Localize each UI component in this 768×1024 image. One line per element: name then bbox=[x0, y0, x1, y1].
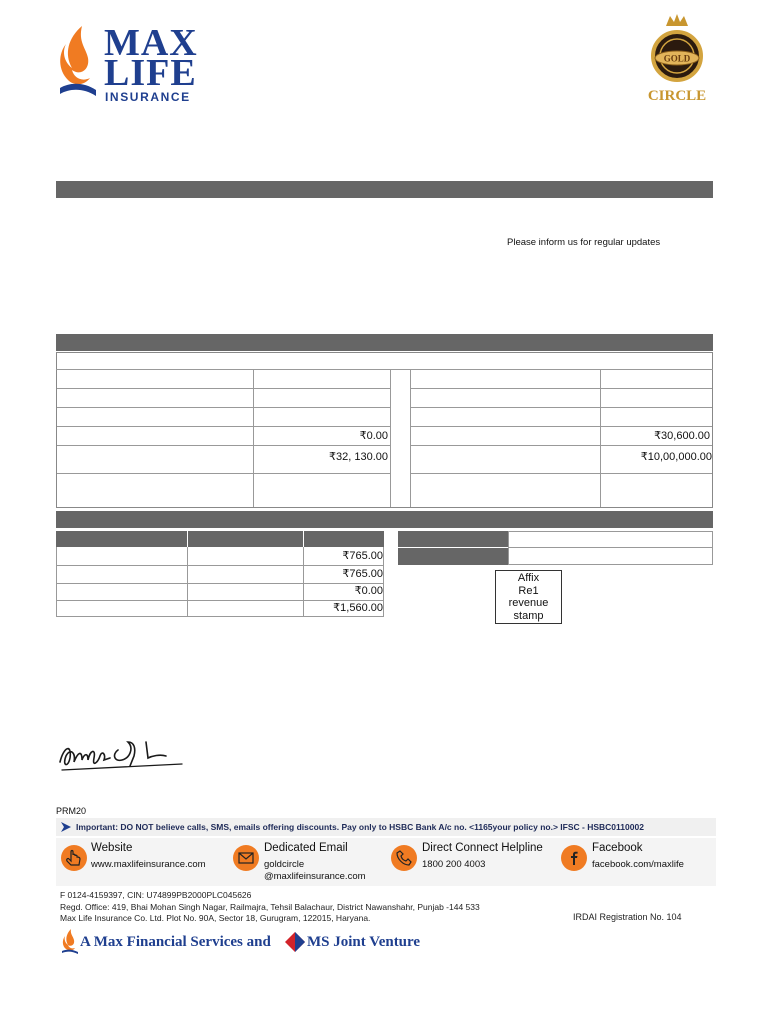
premium-value: ₹765.00 bbox=[342, 568, 383, 580]
table-divider bbox=[411, 388, 712, 389]
table-divider bbox=[57, 426, 390, 427]
update-note: Please inform us for regular updates bbox=[507, 237, 661, 248]
joint-venture-text-part2: MS Joint Venture bbox=[307, 934, 421, 950]
footer-corp-office: Max Life Insurance Co. Ltd. Plot No. 90A, Sector 18, Gurugram, 122015, Haryana. bbox=[60, 913, 371, 923]
irdai-registration: IRDAI Registration No. 104 bbox=[573, 912, 682, 922]
contact-title: Dedicated Email bbox=[264, 842, 348, 854]
arrow-right-icon bbox=[60, 821, 72, 833]
premium-value: ₹1,560.00 bbox=[333, 602, 383, 614]
revenue-stamp-box bbox=[495, 570, 562, 624]
table-divider bbox=[57, 445, 390, 446]
facebook-icon bbox=[561, 845, 587, 871]
payment-info-value-cells bbox=[508, 531, 713, 565]
contact-title: Facebook bbox=[592, 842, 643, 854]
table-divider bbox=[411, 445, 712, 446]
gold-circle-badge bbox=[636, 12, 718, 108]
logo-text-insurance: INSURANCE bbox=[105, 90, 191, 104]
ms-logo-icon bbox=[284, 931, 306, 953]
section-header-bar bbox=[56, 511, 713, 528]
table-divider bbox=[303, 547, 304, 617]
facebook-link[interactable]: facebook.com/maxlife bbox=[592, 859, 684, 870]
joint-venture-text-part1: A Max Financial Services and bbox=[80, 934, 271, 950]
table-divider bbox=[508, 547, 713, 548]
table-divider bbox=[57, 388, 390, 389]
contact-title: Website bbox=[91, 842, 133, 854]
table-divider bbox=[390, 370, 391, 507]
max-life-flame-logo bbox=[58, 24, 98, 100]
premium-value: ₹765.00 bbox=[342, 550, 383, 562]
stamp-text: revenue bbox=[508, 597, 549, 609]
premium-table-header bbox=[56, 531, 384, 547]
phone-icon bbox=[391, 845, 417, 871]
logo-text-max: MAX bbox=[104, 22, 198, 64]
table-cell-value: ₹30,600.00 bbox=[654, 430, 710, 442]
premium-value: ₹0.00 bbox=[354, 585, 383, 597]
logo-text-life: LIFE bbox=[104, 52, 197, 94]
footer-regd-office: Regd. Office: 419, Bhai Mohan Singh Nagar, Railmajra, Tehsil Balachaur, District Nawanshahr, Punjab -144 533 bbox=[60, 902, 480, 912]
payment-info-label-cells bbox=[398, 531, 508, 565]
badge-circle-text: CIRCLE bbox=[647, 88, 707, 104]
table-divider bbox=[411, 407, 712, 408]
table-divider bbox=[187, 531, 188, 547]
important-notice: Important: DO NOT believe calls, SMS, emails offering discounts. Pay only to HSBC Bank A/c no. <1165your policy no.> IFSC - HSBC0110002 bbox=[76, 822, 644, 832]
stamp-text: Re1 bbox=[518, 584, 539, 597]
authorized-signature bbox=[56, 728, 186, 774]
table-divider bbox=[253, 370, 254, 507]
max-flame-small-icon bbox=[62, 928, 78, 954]
table-cell-value: ₹10,00,000.00 bbox=[640, 451, 712, 463]
premium-table bbox=[56, 531, 384, 618]
table-divider bbox=[187, 547, 188, 617]
helpline-number[interactable]: 1800 200 4003 bbox=[422, 859, 486, 870]
stamp-text: Affix bbox=[517, 572, 540, 584]
table-divider bbox=[56, 565, 384, 566]
stamp-text: stamp bbox=[513, 609, 544, 622]
footer-cin: F 0124-4159397, CIN: U74899PB2000PLC045626 bbox=[60, 890, 252, 900]
email-local: goldcircle bbox=[264, 859, 305, 870]
envelope-icon bbox=[233, 845, 259, 871]
table-right-block bbox=[411, 370, 712, 507]
section-header-bar bbox=[56, 181, 713, 198]
contact-title: Direct Connect Helpline bbox=[422, 842, 543, 854]
table-left-block bbox=[57, 370, 390, 507]
table-divider bbox=[57, 407, 390, 408]
email-domain: @maxlifeinsurance.com bbox=[264, 871, 366, 882]
table-divider bbox=[411, 473, 712, 474]
table-cell-value: ₹0.00 bbox=[359, 430, 388, 442]
email-link[interactable] bbox=[264, 859, 366, 883]
table-divider bbox=[411, 426, 712, 427]
badge-gold-text: GOLD bbox=[663, 53, 691, 64]
section-header-bar bbox=[56, 334, 713, 351]
website-link[interactable]: www.maxlifeinsurance.com bbox=[91, 859, 206, 870]
hand-pointer-icon bbox=[61, 845, 87, 871]
document-code: PRM20 bbox=[56, 806, 87, 816]
table-cell-value: ₹32, 130.00 bbox=[329, 451, 388, 463]
table-divider bbox=[57, 473, 390, 474]
payment-info-table bbox=[398, 531, 713, 565]
table-divider bbox=[303, 531, 304, 547]
